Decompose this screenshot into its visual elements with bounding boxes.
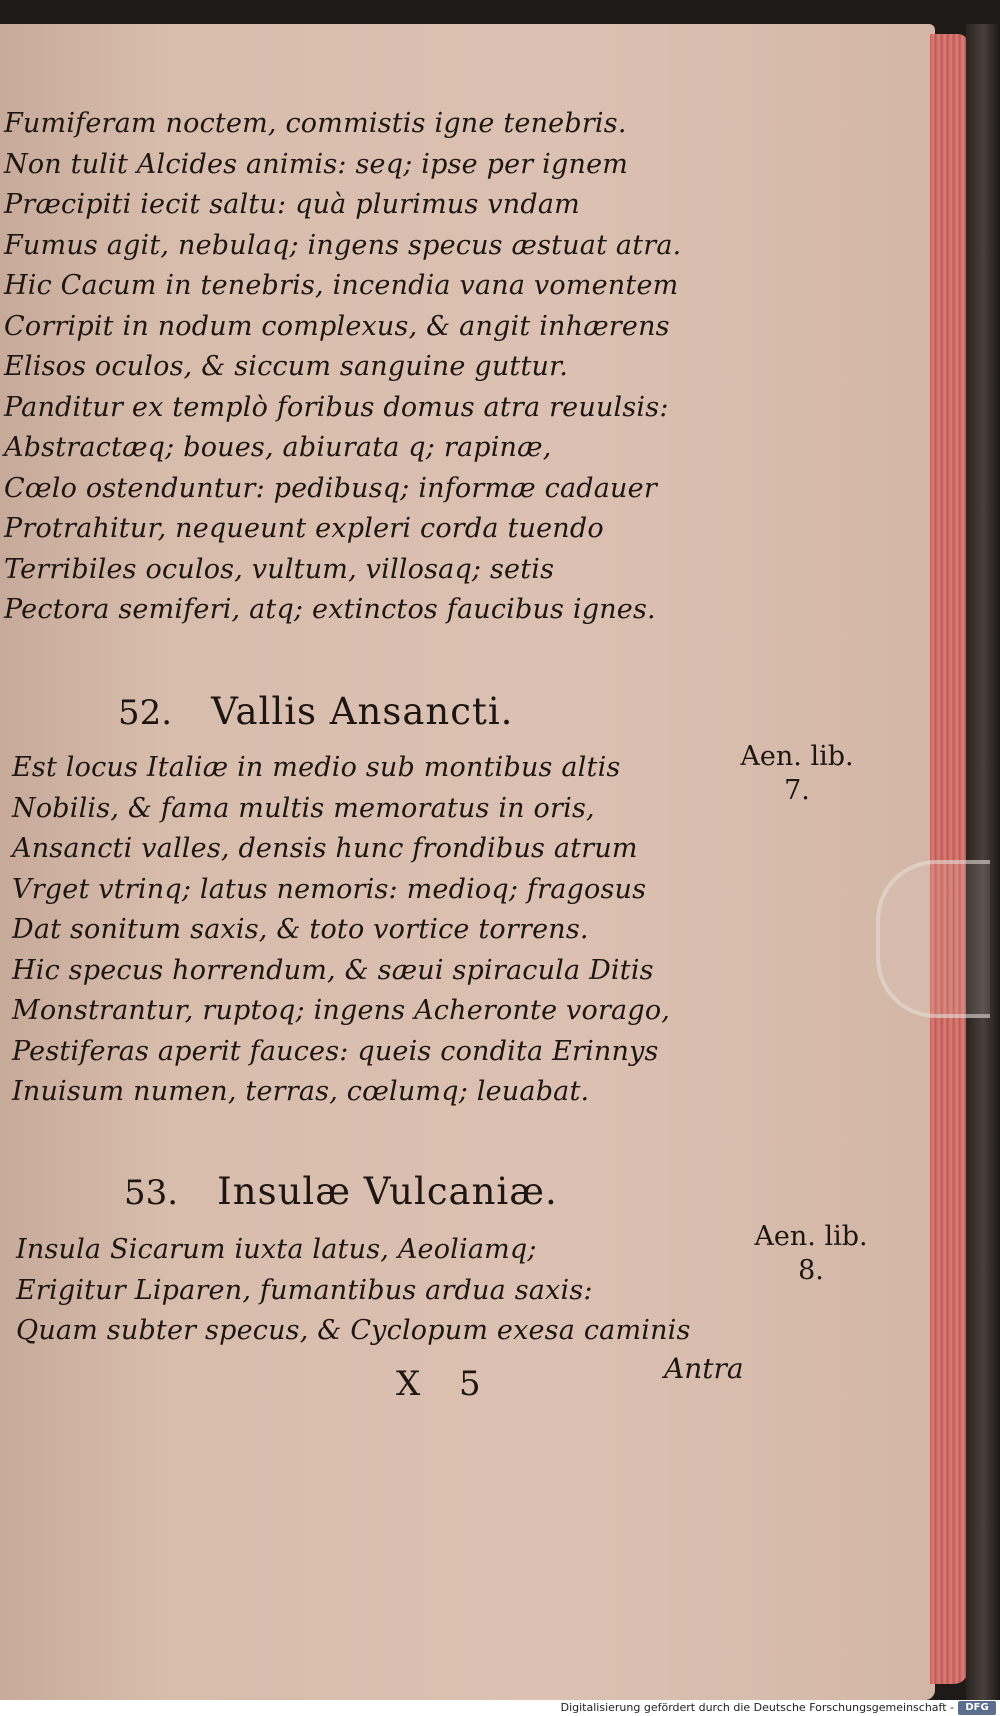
margin-note-aen7	[722, 740, 872, 808]
margin-note-line: Aen. lib.	[740, 741, 854, 772]
section-number: 53.	[124, 1173, 179, 1213]
section53-heading	[124, 1170, 558, 1213]
verse-line: Erigitur Liparen, fumantibus ardua saxis:	[16, 1274, 593, 1306]
verse-line: Est locus Italiæ in medio sub montibus altis	[12, 752, 621, 783]
catchword: Antra	[664, 1352, 744, 1385]
verse-line: Ansancti valles, densis hunc frondibus atrum	[12, 833, 638, 864]
verse-line: Fumus agit, nebulaq; ingens specus æstuat atra.	[4, 229, 682, 261]
section52-heading	[118, 690, 513, 733]
verse-line: Insula Sicarum iuxta latus, Aeoliamq;	[16, 1234, 537, 1265]
verse-line: Non tulit Alcides animis: seq; ipse per ignem	[4, 148, 629, 180]
section-title: Insulæ Vulcaniæ.	[217, 1170, 558, 1213]
margin-note-line: 7.	[784, 775, 810, 806]
verse-line: Monstrantur, ruptoq; ingens Acheronte vorago,	[12, 995, 671, 1026]
verse-line: Quam subter specus, & Cyclopum exesa caminis	[16, 1315, 691, 1346]
funding-credit: Digitalisierung gefördert durch die Deutsche Forschungsgemeinschaft -	[560, 1701, 954, 1714]
margin-note-line: 8.	[798, 1255, 824, 1286]
verse-line: Dat sonitum saxis, & toto vortice torrens.	[12, 914, 589, 945]
verse-line: Protrahitur, nequeunt expleri corda tuendo	[4, 513, 604, 544]
verse-line: Hic specus horrendum, & sæui spiracula Ditis	[12, 954, 654, 986]
margin-note-aen8	[736, 1220, 886, 1288]
page-clip	[876, 860, 990, 1018]
section51-verses	[4, 104, 681, 631]
verse-line: Panditur ex templò foribus domus atra reuulsis:	[4, 391, 669, 423]
verse-line: Inuisum numen, terras, cœlumq; leuabat.	[12, 1076, 590, 1107]
verse-line: Abstractæq; boues, abiurata q; rapinæ,	[4, 432, 552, 463]
verse-line: Terribiles oculos, vultum, villosaq; setis	[4, 553, 555, 585]
footer-bar	[0, 1700, 1000, 1716]
page-edges	[930, 34, 968, 1684]
section-number: 52.	[118, 693, 173, 733]
margin-note-line: Aen. lib.	[754, 1221, 868, 1252]
verse-line: Vrget vtrinq; latus nemoris: medioq; fragosus	[12, 873, 647, 905]
dfg-logo: DFG	[958, 1701, 996, 1715]
verse-line: Corripit in nodum complexus, & angit inhærens	[4, 310, 670, 342]
section53-verses	[16, 1230, 691, 1352]
signature-mark: X 5	[396, 1364, 495, 1404]
verse-line: Præcipiti iecit saltu: quà plurimus vndam	[4, 189, 580, 220]
verse-line: Hic Cacum in tenebris, incendia vana vomentem	[4, 270, 679, 301]
section52-verses	[12, 748, 670, 1113]
verse-line: Fumiferam noctem, commistis igne tenebris.	[4, 108, 627, 139]
verse-line: Elisos oculos, & siccum sanguine guttur.	[4, 351, 569, 382]
verse-line: Cœlo ostenduntur: pedibusq; informæ cadauer	[4, 472, 657, 504]
verse-line: Pectora semiferi, atq; extinctos faucibus ignes.	[4, 594, 656, 625]
section-title: Vallis Ansancti.	[211, 690, 514, 733]
verse-line: Pestiferas aperit fauces: queis condita Erinnys	[12, 1035, 659, 1067]
verse-line: Nobilis, & fama multis memoratus in oris,	[12, 792, 595, 824]
